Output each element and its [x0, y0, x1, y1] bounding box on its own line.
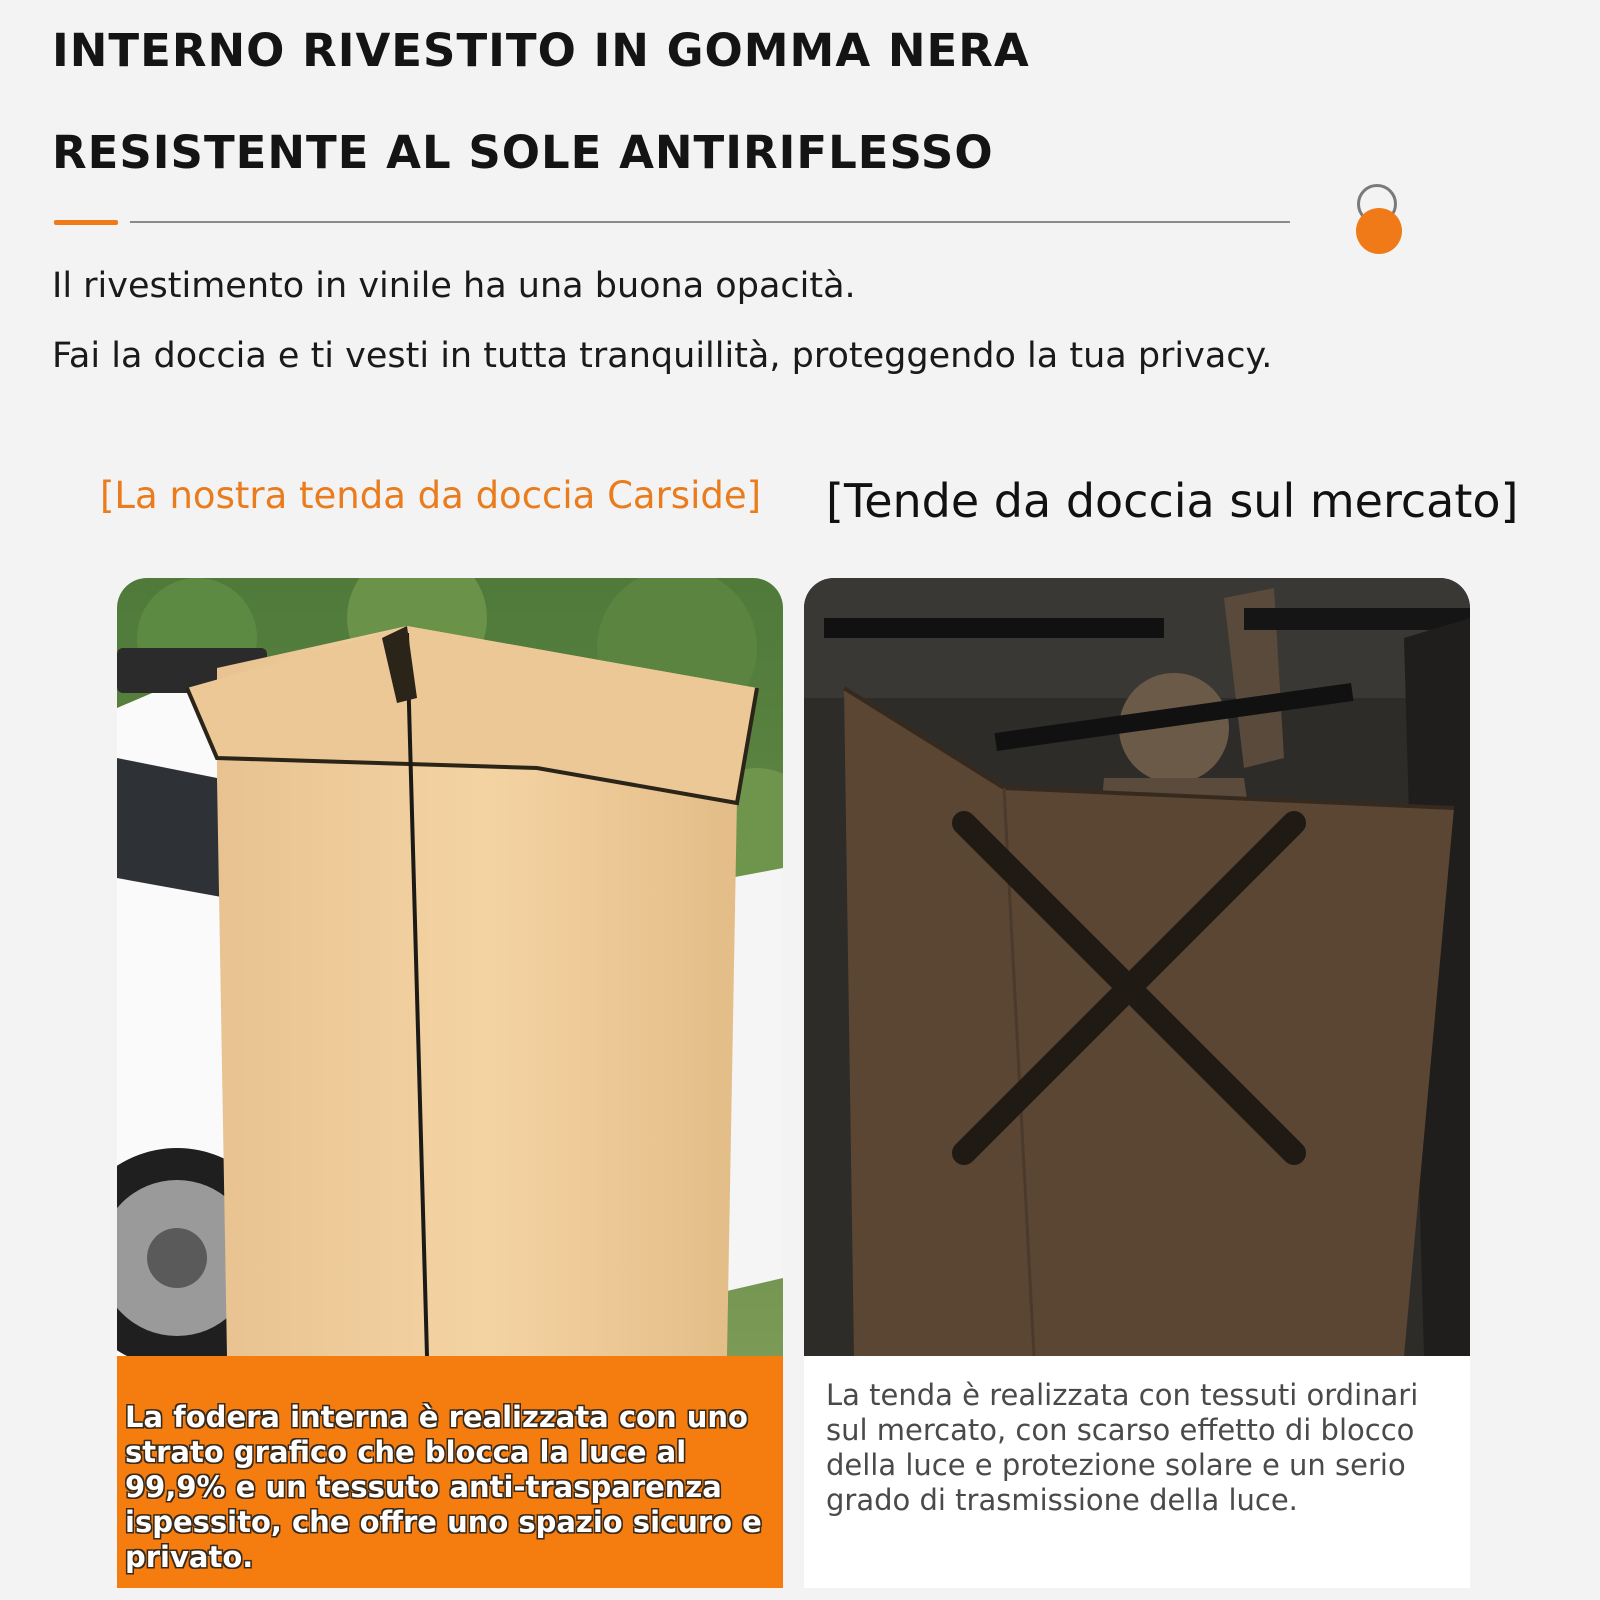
right-caption-text: La tenda è realizzata con tessuti ordinari sul mercato, con scarso effetto di blocco della luce e protezione solare e un serio grado di trasmissione della luce.: [826, 1378, 1419, 1517]
left-column-heading: [La nostra tenda da doccia Carside]: [100, 474, 762, 517]
carside-tent-photo: [117, 578, 783, 1356]
page-title-line1: INTERNO RIVESTITO IN GOMMA NERA: [52, 24, 1030, 77]
left-caption-box: [117, 1356, 783, 1588]
left-comparison-card: [117, 578, 783, 1588]
orange-dot-icon: [1356, 208, 1402, 254]
left-caption-text: La fodera interna è realizzata con uno strato grafico che blocca la luce al 99,9% e un tessuto anti-trasparenza ispessito, che offre uno spazio sicuro e privato.: [125, 1400, 762, 1574]
divider-line: [130, 221, 1290, 223]
right-caption-box: [804, 1356, 1470, 1588]
right-column-heading: [Tende da doccia sul mercato]: [826, 474, 1519, 528]
right-comparison-card: [804, 578, 1470, 1588]
description-line2: Fai la doccia e ti vesti in tutta tranquillità, proteggendo la tua privacy.: [52, 336, 1273, 376]
market-tent-photo: [804, 578, 1470, 1356]
page-title-line2: RESISTENTE AL SOLE ANTIRIFLESSO: [52, 126, 994, 179]
accent-bar: [54, 220, 118, 225]
description-line1: Il rivestimento in vinile ha una buona opacità.: [52, 266, 856, 306]
